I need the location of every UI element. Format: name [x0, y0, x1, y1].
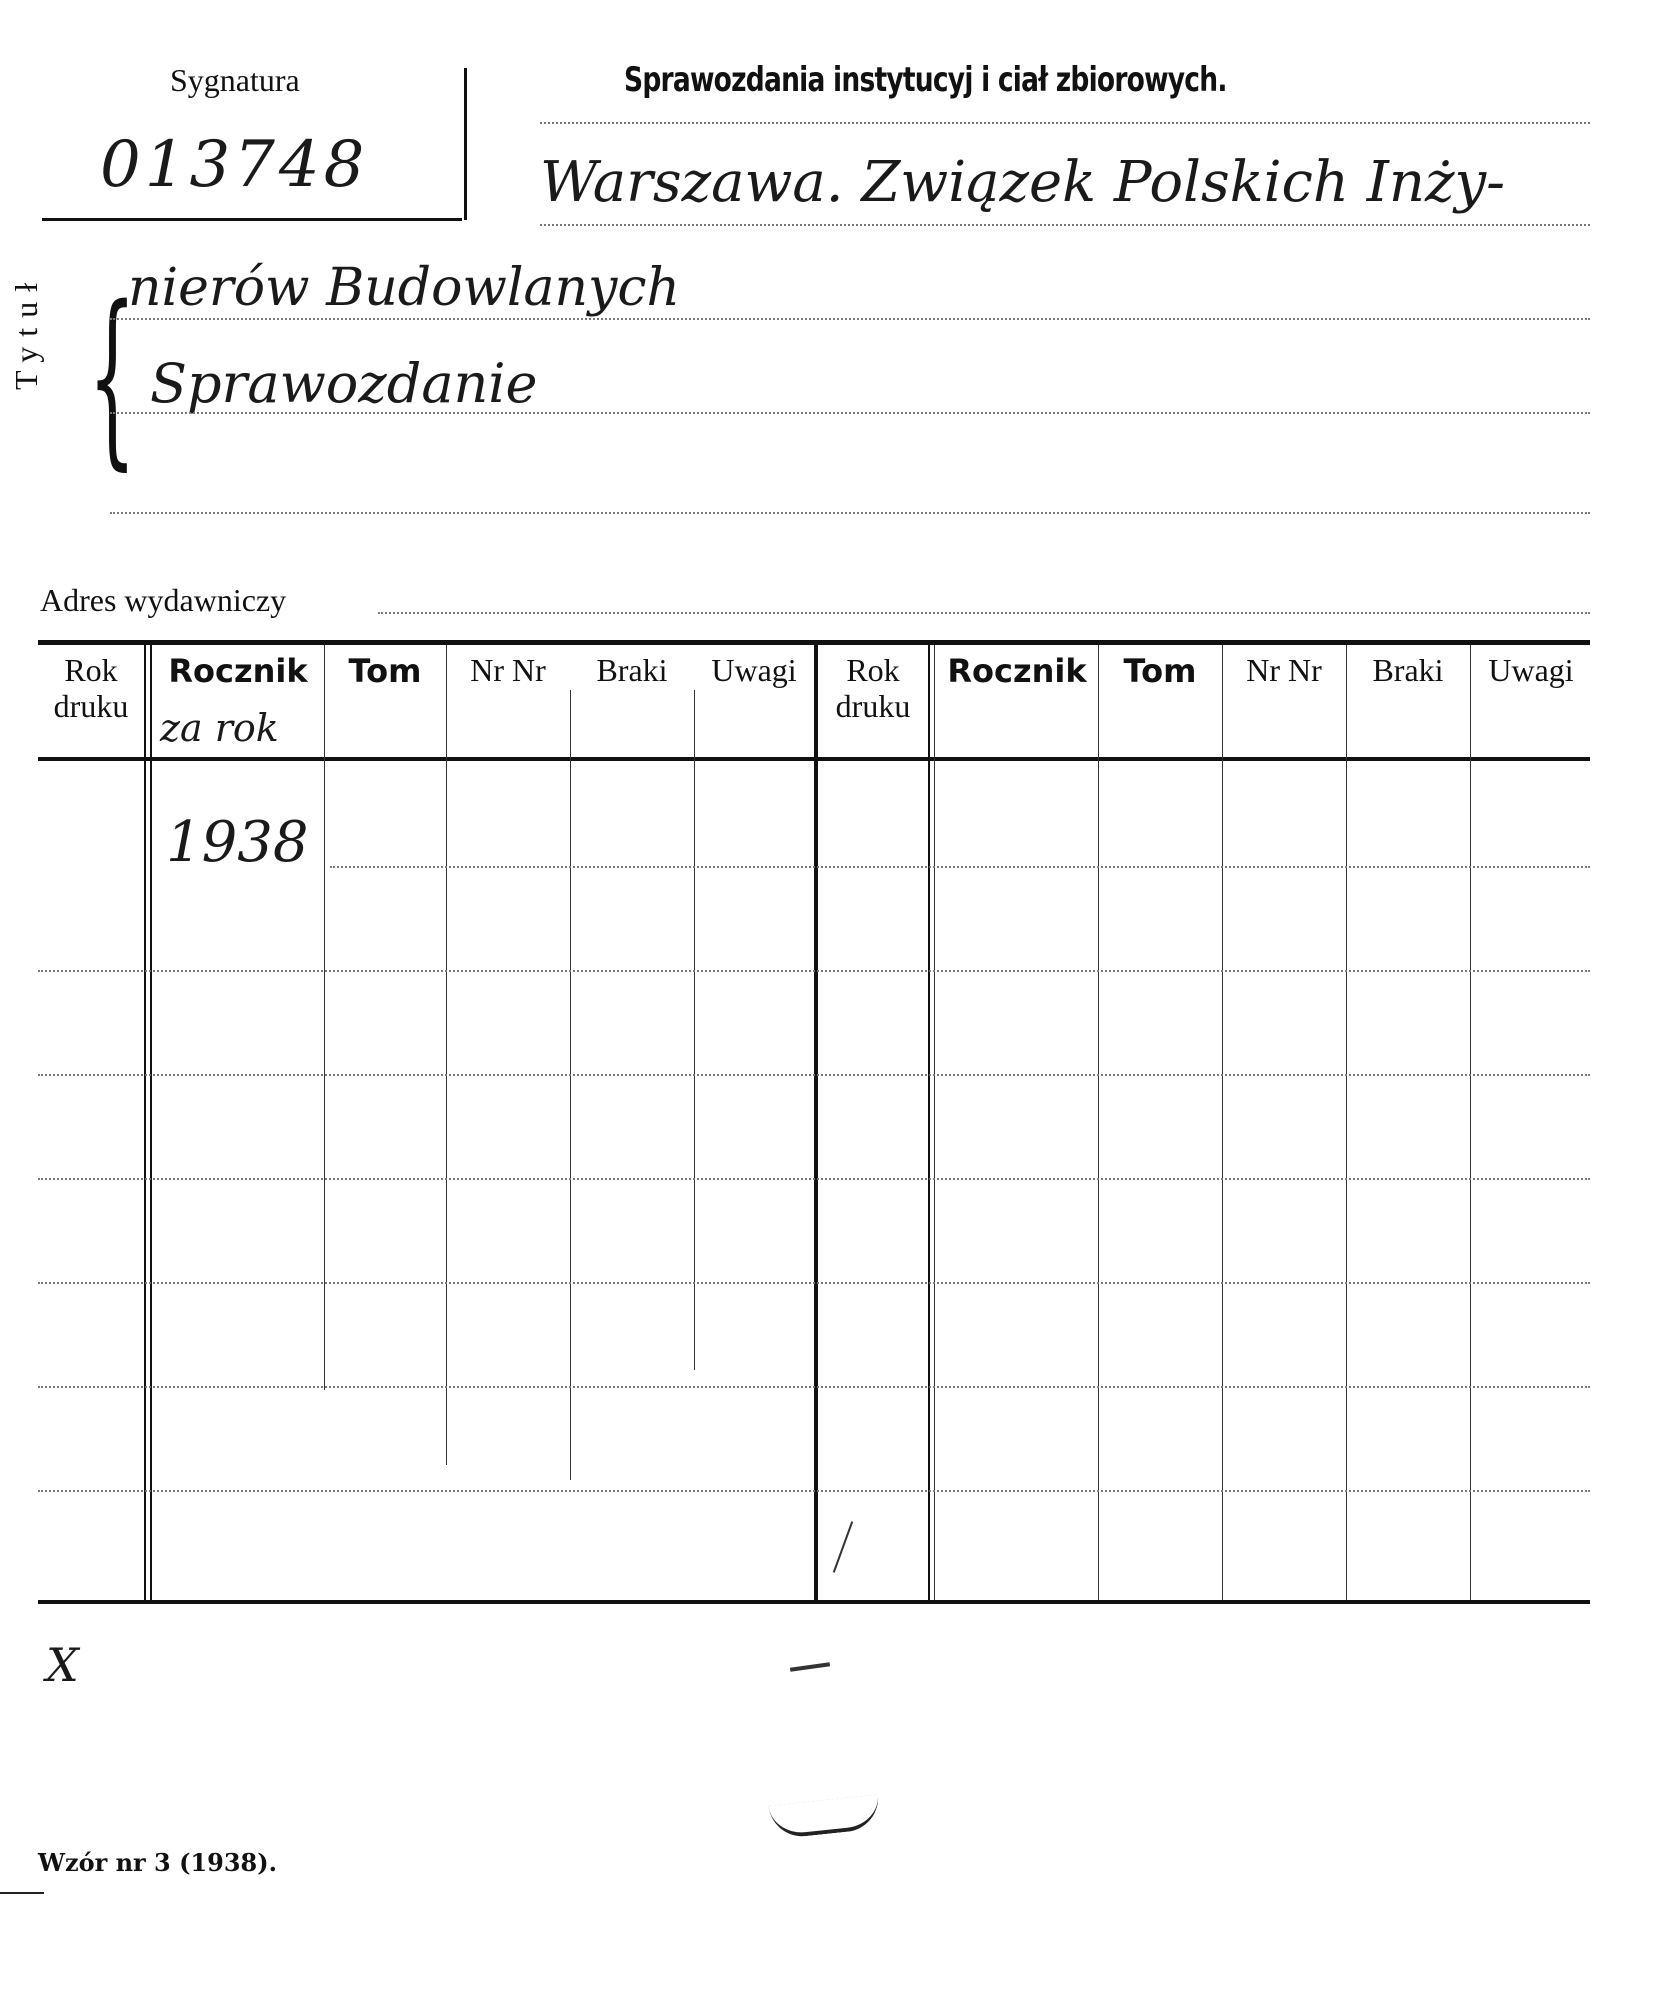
column-separator — [1222, 645, 1223, 1600]
header-braki-right: Braki — [1372, 652, 1444, 688]
table-row — [38, 1178, 1590, 1180]
column-separator — [324, 645, 325, 1390]
table-row — [38, 1490, 1590, 1492]
dotted-line — [110, 512, 1590, 514]
column-separator — [570, 690, 571, 1480]
header-nrnr-left: Nr Nr — [470, 652, 546, 688]
column-separator — [1346, 645, 1347, 1600]
title-line-1: Warszawa. Związek Polskich Inży- — [540, 150, 1506, 215]
column-separator — [934, 645, 935, 1600]
sygnatura-divider — [464, 68, 467, 220]
header-tom-left: Tom — [348, 652, 422, 690]
footer-edge-line — [0, 1892, 44, 1894]
table-row — [38, 1074, 1590, 1076]
header-rok-druku-right: Rok druku — [835, 652, 911, 724]
header-rocznik-left: Rocznik — [168, 652, 308, 690]
dotted-line — [540, 224, 1590, 226]
dotted-line — [110, 318, 1590, 320]
entry-rocznik: 1938 — [166, 810, 309, 875]
sygnatura-value: 013748 — [100, 128, 369, 202]
dotted-line — [540, 122, 1590, 124]
smudge-mark — [769, 1794, 882, 1839]
header-rocznik-right: Rocznik — [947, 652, 1087, 690]
sygnatura-underline — [42, 218, 462, 221]
table-row — [38, 1282, 1590, 1284]
adres-dotted-line — [378, 612, 1590, 614]
category-title: Sprawozdania instytucyj i ciał zbiorowych. — [624, 60, 1227, 100]
column-separator — [1098, 645, 1099, 1600]
title-line-2: nierów Budowlanych — [128, 258, 681, 318]
header-tom-right: Tom — [1123, 652, 1197, 690]
table-row — [330, 866, 1590, 868]
header-rocznik-note: za rok — [160, 706, 279, 750]
smudge-mark — [790, 1662, 830, 1672]
table-row — [38, 1386, 1590, 1388]
tytul-label: Tytuł — [8, 272, 44, 390]
footer-mark: X — [46, 1638, 79, 1692]
header-nrnr-right: Nr Nr — [1246, 652, 1322, 688]
column-separator — [1470, 645, 1471, 1600]
title-line-3: Sprawozdanie — [150, 352, 538, 415]
header-uwagi-right: Uwagi — [1488, 652, 1574, 688]
table-bottom-rule — [38, 1600, 1590, 1604]
footer-form-number: Wzór nr 3 (1938). — [38, 1848, 277, 1877]
column-separator — [928, 645, 930, 1600]
pencil-stroke — [833, 1521, 853, 1572]
dotted-line — [110, 412, 1590, 414]
column-separator — [144, 645, 146, 1600]
sygnatura-label: Sygnatura — [170, 62, 300, 98]
column-separator — [694, 690, 695, 1370]
header-braki-left: Braki — [596, 652, 668, 688]
column-separator — [446, 645, 447, 1465]
table-row — [38, 970, 1590, 972]
column-separator — [150, 645, 152, 1600]
header-uwagi-left: Uwagi — [711, 652, 797, 688]
table-center-divider — [814, 645, 818, 1600]
header-rok-druku-left: Rok druku — [53, 652, 129, 724]
tytul-brace: { — [88, 266, 137, 487]
adres-label: Adres wydawniczy — [40, 582, 287, 618]
